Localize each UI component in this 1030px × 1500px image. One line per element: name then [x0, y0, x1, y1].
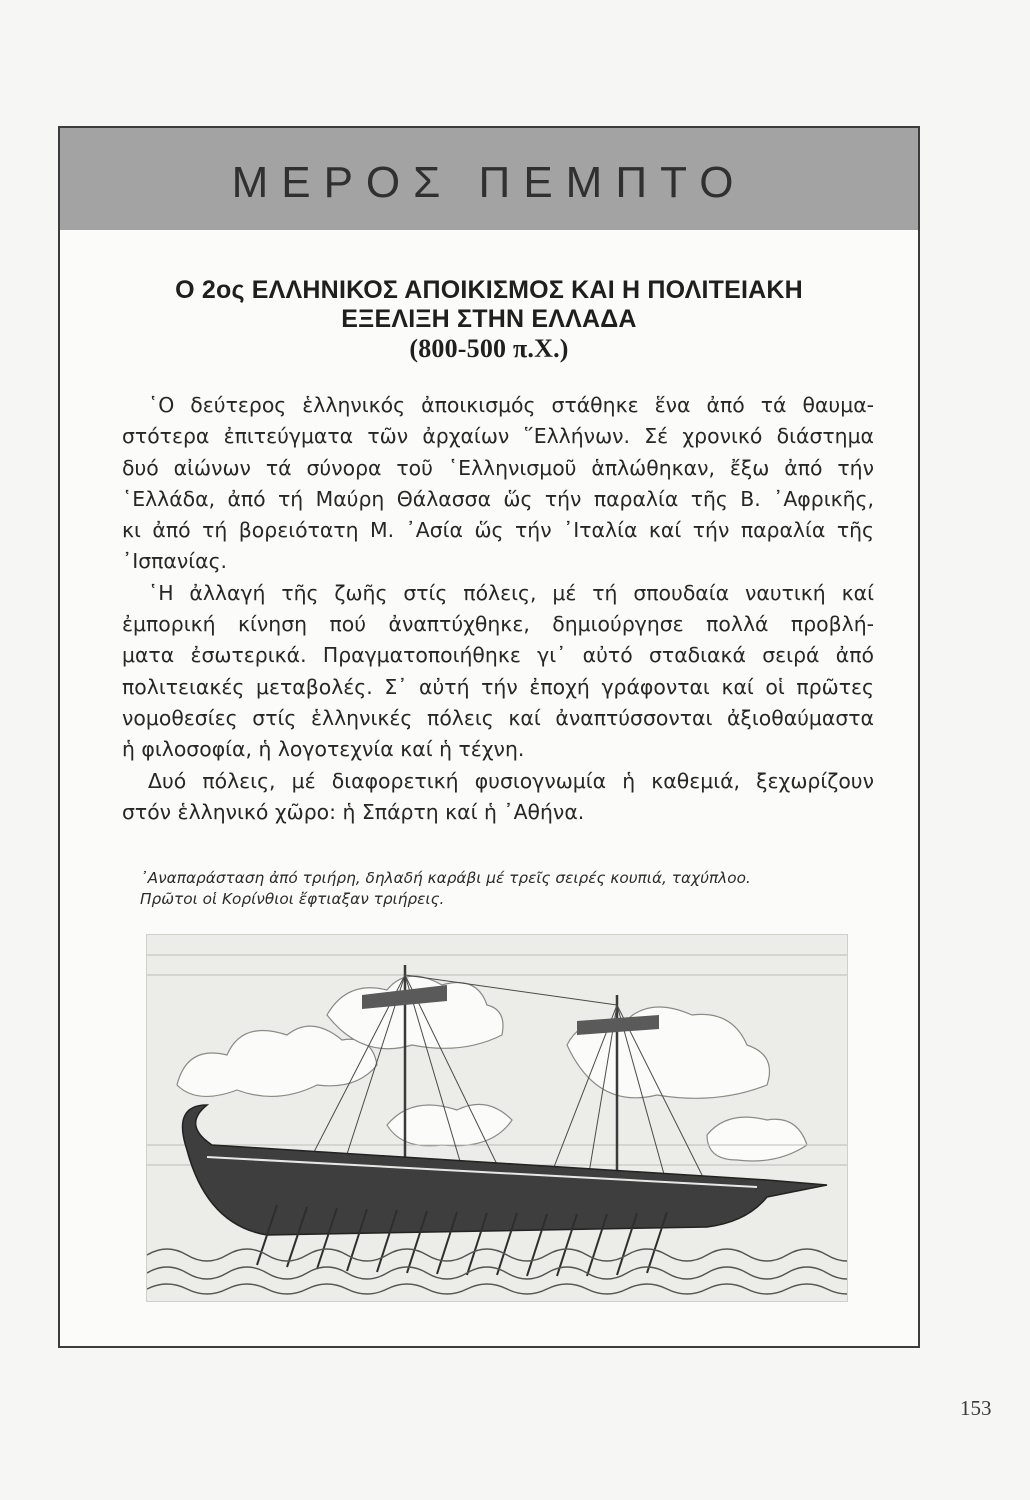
chapter-title-years: (800-500 π.Χ.): [409, 334, 569, 363]
paragraph-3: [122, 766, 874, 829]
caption-line: Πρῶτοι οἱ Κορίνθιοι ἔφτιαξαν τριήρεις.: [140, 890, 445, 908]
chapter-frame: [58, 126, 920, 1348]
chapter-title-line: Ο 2ος ΕΛΛΗΝΙΚΟΣ ΑΠΟΙΚΙΣΜΟΣ ΚΑΙ Η ΠΟΛΙΤΕΙΑΚΗ: [175, 276, 803, 304]
text-line: ῾Ελλάδα, ἀπό τή Μαύρη Θάλασσα ὥς τήν παραλία τῆς Β. ᾿Αφρικῆς,: [122, 486, 874, 511]
part-title: ΜΕΡΟΣ ΠΕΜΠΤΟ: [231, 158, 747, 207]
figure-caption: [140, 868, 880, 910]
text-line: ματα ἐσωτερικά. Πραγματοποιήθηκε γι᾿ αὐτό σταδιακά σειρά ἀπό: [122, 643, 874, 668]
chapter-title: [60, 276, 918, 363]
text-line: ῾Η ἀλλαγή τῆς ζωῆς στίς πόλεις, μέ τή σπουδαία ναυτική καί: [148, 580, 874, 605]
part-header-band: [60, 128, 918, 230]
text-line: στότερα ἐπιτεύγματα τῶν ἀρχαίων ῞Ελλήνων. Σέ χρονικό διάστημα: [122, 424, 874, 449]
chapter-title-line: ΕΞΕΛΙΞΗ ΣΤΗΝ ΕΛΛΑΔΑ: [341, 305, 637, 333]
text-line: στόν ἑλληνικό χῶρο: ἡ Σπάρτη καί ἡ ᾿Αθήνα.: [122, 799, 585, 824]
text-line: ᾿Ισπανίας.: [122, 549, 228, 574]
text-line: κι ἀπό τή βορειότατη Μ. ᾿Ασία ὥς τήν ᾿Ιταλία καί τήν παραλία τῆς: [122, 518, 874, 543]
text-line: Δυό πόλεις, μέ διαφορετική φυσιογνωμία ἡ καθεμιά, ξεχωρίζουν: [148, 768, 874, 793]
paragraph-2: [122, 578, 874, 766]
text-line: πολιτειακές μεταβολές. Σ᾿ αὐτή τήν ἐποχή γράφονται καί οἱ πρῶτες: [122, 674, 874, 699]
text-line: δυό αἰώνων τά σύνορα τοῦ ῾Ελληνισμοῦ ἁπλώθηκαν, ἔξω ἀπό τήν: [122, 455, 874, 480]
trireme-illustration: [146, 934, 848, 1302]
trireme-drawing: [147, 935, 847, 1301]
text-line: νομοθεσίες στίς ἑλληνικές πόλεις καί ἀναπτύσσονται ἀξιοθαύμαστα: [122, 705, 874, 730]
text-line: ῾Ο δεύτερος ἑλληνικός ἀποικισμός στάθηκε ἕνα ἀπό τά θαυμα-: [148, 393, 874, 417]
paragraph-1: [122, 390, 874, 578]
text-line: ἡ φιλοσοφία, ἡ λογοτεχνία καί ἡ τέχνη.: [122, 737, 525, 762]
text-line: ἐμπορική κίνηση πού ἀναπτύχθηκε, δημιούργησε πολλά προβλή-: [122, 612, 874, 637]
page-number: 153: [960, 1396, 992, 1420]
caption-line: ᾿Αναπαράσταση ἀπό τριήρη, δηλαδή καράβι μέ τρεῖς σειρές κουπιά, ταχύπλοο.: [140, 869, 751, 887]
body-text: [122, 390, 874, 828]
